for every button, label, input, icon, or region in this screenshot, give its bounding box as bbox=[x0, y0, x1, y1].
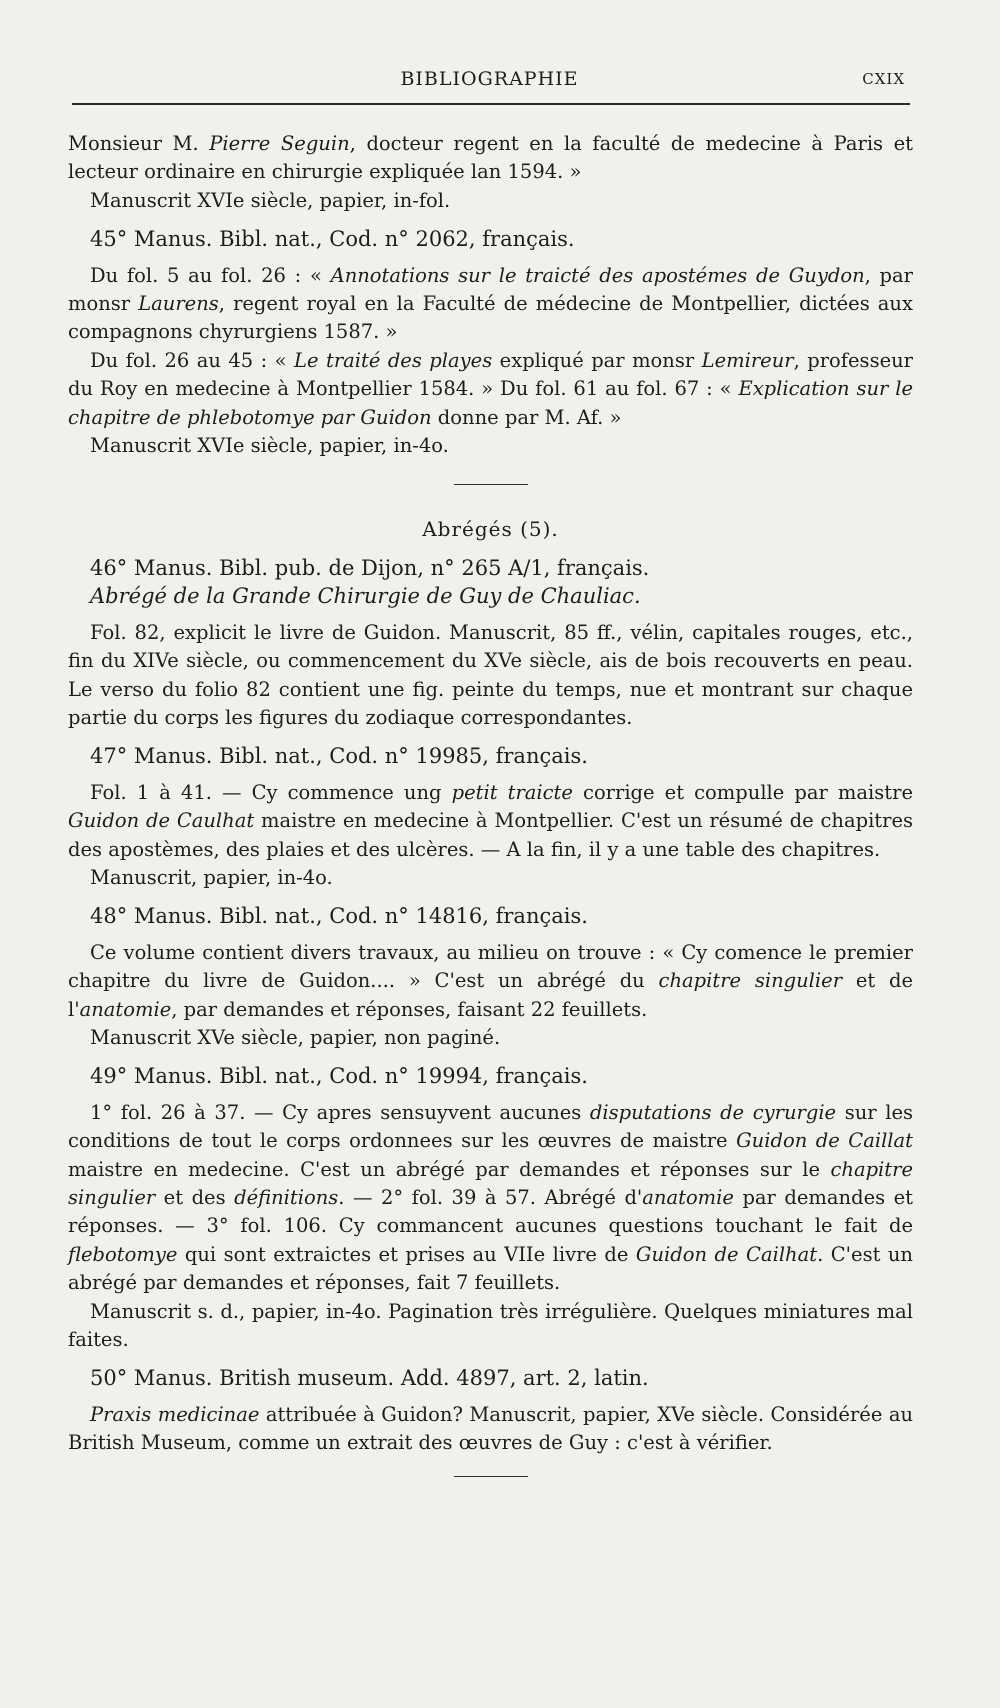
text: . C'est un abrégé par demandes et réponses, fait 7 feuillets. bbox=[68, 1242, 913, 1295]
italic-text: Explication sur le chapitre de phlebotomye par Guidon bbox=[68, 377, 913, 429]
text: maistre en medecine à Montpellier. C'est un résumé de chapitres des apostèmes, des plaies et des ulcères. — A la fin, il y a une table des chapitres. bbox=[68, 809, 914, 861]
paragraph bbox=[68, 1099, 913, 1298]
italic-text: Guidon de Caulhat bbox=[68, 809, 255, 833]
text: attribuée à Guidon? Manuscrit, papier, XVe siècle. Considérée au British Museum, comme un extrait des œuvres de Guy : c'est à vérifier. bbox=[68, 1402, 913, 1455]
paragraph bbox=[68, 130, 913, 187]
italic-text: Laurens bbox=[138, 292, 219, 316]
text: Fol. 1 à 41. — Cy commence ung bbox=[90, 780, 452, 804]
text: qui sont extraictes et prises au VIIe livre de bbox=[177, 1242, 636, 1266]
text: Du fol. 5 au fol. 26 : « bbox=[90, 263, 331, 287]
closing-divider bbox=[454, 1476, 528, 1477]
text: , par demandes et réponses, faisant 22 feuillets. bbox=[171, 997, 648, 1021]
text: maistre en medecine. C'est un abrégé par demandes et réponses sur le bbox=[68, 1157, 831, 1181]
text: corrige et compulle par maistre bbox=[572, 780, 913, 804]
italic-text: petit traicte bbox=[451, 780, 573, 804]
text: et de l' bbox=[68, 969, 914, 1021]
text: , professeur du Roy en medecine à Montpellier 1584. » Du fol. 61 au fol. 67 : « bbox=[68, 348, 913, 401]
italic-text: disputations de cyrurgie bbox=[589, 1100, 837, 1124]
paragraph bbox=[68, 779, 913, 864]
running-head bbox=[72, 68, 907, 94]
manuscript-note: Manuscrit XVIe siècle, papier, in-4o. bbox=[90, 434, 449, 458]
text: Du fol. 26 au 45 : « bbox=[90, 348, 295, 372]
text: 1° fol. 26 à 37. — Cy apres sensuyvent aucunes bbox=[90, 1100, 590, 1124]
text: , regent royal en la Faculté de médecine de Montpellier, dictées aux compagnons chyrurgiens 1587. » bbox=[68, 292, 913, 344]
italic-text: Annotations sur le traicté des apostémes de Guydon bbox=[330, 263, 865, 287]
entry-heading-46: 46° Manus. Bibl. pub. de Dijon, n° 265 A/1, français. bbox=[90, 555, 650, 580]
italic-text: définitions bbox=[234, 1186, 339, 1209]
text: sur les conditions de tout le corps ordonnees sur les œuvres de maistre bbox=[68, 1100, 913, 1153]
paragraph bbox=[68, 347, 913, 432]
italic-text: Pierre Seguin bbox=[209, 132, 350, 155]
entry-heading-49: 49° Manus. Bibl. nat., Cod. n° 19994, français. bbox=[90, 1064, 588, 1089]
text: . — 2° fol. 39 à 57. Abrégé d' bbox=[338, 1186, 643, 1209]
text: et des bbox=[155, 1186, 235, 1209]
italic-text: chapitre singulier bbox=[68, 1157, 913, 1209]
italic-text: Lemireur bbox=[701, 348, 794, 372]
text: , docteur regent en la faculté de medecine à Paris et lecteur ordinaire en chirurgie expliquée lan 1594. » bbox=[68, 132, 914, 184]
italic-text: anatomie bbox=[642, 1186, 734, 1209]
paragraph bbox=[68, 1401, 913, 1458]
entry-title: Abrégé de la Grande Chirurgie de Guy de Chauliac. bbox=[90, 584, 641, 609]
body-text bbox=[68, 130, 913, 1477]
manuscript-note: Manuscrit XVe siècle, papier, non paginé. bbox=[90, 1025, 501, 1049]
italic-text: flebotomye bbox=[68, 1242, 178, 1266]
italic-text: Guidon de Caillat bbox=[736, 1129, 913, 1153]
entry-heading-50: 50° Manus. British museum. Add. 4897, art. 2, latin. bbox=[90, 1366, 649, 1391]
text: par demandes et réponses. — 3° fol. 106. Cy commancent aucunes questions touchant le fait de bbox=[68, 1186, 913, 1238]
italic-text: chapitre singulier bbox=[658, 969, 843, 993]
entry-heading-45: 45° Manus. Bibl. nat., Cod. n° 2062, français. bbox=[90, 227, 575, 252]
text: Monsieur M. bbox=[68, 132, 210, 155]
manuscript-note: Manuscrit XVIe siècle, papier, in-fol. bbox=[90, 188, 451, 212]
italic-text: Praxis medicinae bbox=[90, 1402, 260, 1426]
italic-text: Guidon de Cailhat bbox=[635, 1242, 818, 1266]
text: , par monsr bbox=[68, 263, 913, 316]
manuscript-note: Manuscrit, papier, in-4o. bbox=[90, 865, 333, 889]
paragraph: Fol. 82, explicit le livre de Guidon. Manuscrit, 85 ff., vélin, capitales rouges, etc., fin du XIVe siècle, ou commencement du XVe siècle, ais de bois recouverts en peau. Le verso du folio 82 contient une fig. peinte du temps, nue et montrant sur chaque partie du corps les figures du zodiaque correspondantes. bbox=[68, 620, 913, 729]
italic-text: Le traité des playes bbox=[294, 348, 493, 372]
text: donne par M. Af. » bbox=[431, 405, 622, 429]
paragraph bbox=[68, 939, 913, 1024]
text: Ce volume contient divers travaux, au milieu on trouve : « Cy comence le premier chapitre du livre de Guidon.... » C'est un abrégé du bbox=[68, 940, 913, 993]
italic-text: anatomie bbox=[79, 997, 172, 1021]
running-title: BIBLIOGRAPHIE bbox=[400, 68, 579, 90]
entry-heading-48: 48° Manus. Bibl. nat., Cod. n° 14816, français. bbox=[90, 904, 588, 929]
page-number: CXIX bbox=[862, 70, 905, 88]
paragraph bbox=[68, 262, 913, 347]
section-divider bbox=[454, 484, 528, 485]
section-title: Abrégés (5). bbox=[422, 517, 559, 542]
manuscript-note: Manuscrit s. d., papier, in-4o. Pagination très irrégulière. Quelques miniatures mal faites. bbox=[68, 1299, 913, 1352]
entry-heading-47: 47° Manus. Bibl. nat., Cod. n° 19985, français. bbox=[90, 744, 588, 769]
header-rule bbox=[72, 103, 910, 105]
text: expliqué par monsr bbox=[492, 348, 702, 372]
